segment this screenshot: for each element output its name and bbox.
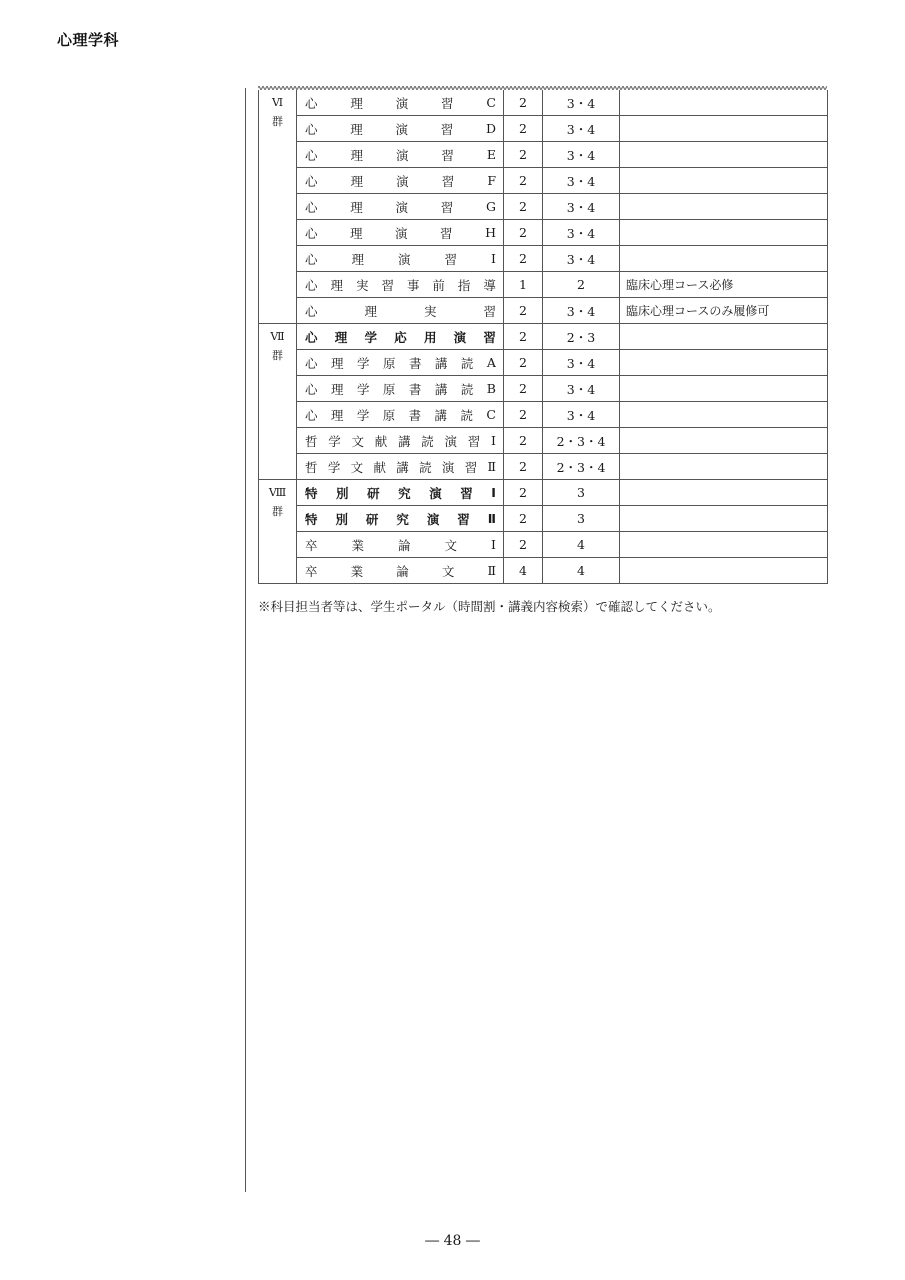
subject-name: 心 理 演 習 I: [297, 246, 504, 272]
note-cell: [620, 194, 828, 220]
year-cell: 3・4: [543, 402, 620, 428]
year-cell: 3・4: [543, 194, 620, 220]
credits-cell: 2: [504, 454, 543, 480]
note-cell: [620, 480, 828, 506]
credits-cell: 2: [504, 532, 543, 558]
subject-name: 心 理 演 習 D: [297, 116, 504, 142]
table-row: [259, 454, 828, 480]
subject-name: 心 理 学 応 用 演 習: [297, 324, 504, 350]
year-cell: 3・4: [543, 142, 620, 168]
year-cell: 3・4: [543, 168, 620, 194]
table-row: [259, 116, 828, 142]
credits-cell: 2: [504, 116, 543, 142]
note-cell: [620, 532, 828, 558]
year-cell: 3・4: [543, 350, 620, 376]
credits-cell: 2: [504, 168, 543, 194]
credits-cell: 2: [504, 90, 543, 116]
credits-cell: 2: [504, 324, 543, 350]
subject-suffix: D: [485, 121, 496, 136]
note-cell: [620, 350, 828, 376]
year-cell: 3・4: [543, 116, 620, 142]
note-cell: [620, 428, 828, 454]
credits-cell: 2: [504, 246, 543, 272]
subject-suffix: B: [486, 381, 496, 396]
note-cell: [620, 558, 828, 584]
group-suffix: 群: [272, 505, 283, 518]
group-label: [259, 480, 297, 584]
table-row: [259, 272, 828, 298]
subject-suffix: Ⅰ: [491, 433, 496, 448]
note-cell: [620, 142, 828, 168]
department-title: 心理学科: [57, 31, 120, 49]
credits-cell: 2: [504, 298, 543, 324]
subject-name: 心 理 学 原 書 講 読 C: [297, 402, 504, 428]
note-cell: [620, 506, 828, 532]
table-row: [259, 402, 828, 428]
year-cell: 4: [543, 532, 620, 558]
table-row: [259, 298, 828, 324]
year-cell: 2: [543, 272, 620, 298]
subject-suffix: H: [485, 225, 496, 240]
note-cell: [620, 402, 828, 428]
subject-suffix: Ⅱ: [487, 459, 496, 474]
subject-suffix: C: [486, 407, 496, 422]
credits-cell: 2: [504, 220, 543, 246]
course-table: [258, 90, 828, 584]
footnote: ※科目担当者等は、学生ポータル（時間割・講義内容検索）で確認してください。: [258, 599, 721, 614]
subject-suffix: Ⅰ: [491, 537, 496, 552]
table-row: [259, 480, 828, 506]
table-row: [259, 246, 828, 272]
note-cell: [620, 168, 828, 194]
credits-cell: 2: [504, 350, 543, 376]
table-row: [259, 350, 828, 376]
year-cell: 3: [543, 506, 620, 532]
group-suffix: 群: [272, 349, 283, 362]
subject-suffix: A: [486, 355, 496, 370]
subject-name: 心 理 演 習 C: [297, 90, 504, 116]
year-cell: 2・3・4: [543, 454, 620, 480]
table-row: [259, 220, 828, 246]
credits-cell: 2: [504, 376, 543, 402]
table-row: [259, 506, 828, 532]
subject-name: 卒 業 論 文 Ⅰ: [297, 532, 504, 558]
credits-cell: 2: [504, 194, 543, 220]
table-row: [259, 90, 828, 116]
table-row: [259, 532, 828, 558]
credits-cell: 2: [504, 506, 543, 532]
table-row: [259, 142, 828, 168]
subject-name: 心 理 学 原 書 講 読 A: [297, 350, 504, 376]
year-cell: 3・4: [543, 90, 620, 116]
credits-cell: 2: [504, 480, 543, 506]
subject-name: 心 理 演 習 G: [297, 194, 504, 220]
group-suffix: 群: [272, 115, 283, 128]
subject-name: 心 理 実 習 事 前 指 導: [297, 272, 504, 298]
subject-name: 心 理 学 原 書 講 読 B: [297, 376, 504, 402]
credits-cell: 2: [504, 142, 543, 168]
year-cell: 3・4: [543, 376, 620, 402]
margin-rule: [245, 88, 246, 1192]
page-number: ― 48 ―: [425, 1233, 480, 1249]
subject-suffix: Ⅱ: [487, 563, 496, 578]
group-numeral: Ⅵ: [271, 96, 284, 109]
table-row: [259, 194, 828, 220]
subject-suffix: C: [486, 95, 496, 110]
year-cell: 4: [543, 558, 620, 584]
note-cell: [620, 90, 828, 116]
year-cell: 2・3: [543, 324, 620, 350]
subject-name: 哲 学 文 献 講 読 演 習 Ⅰ: [297, 428, 504, 454]
subject-name: 卒 業 論 文 Ⅱ: [297, 558, 504, 584]
note-cell: [620, 220, 828, 246]
subject-suffix: Ⅱ: [487, 511, 496, 526]
group-numeral: Ⅶ: [270, 330, 285, 343]
year-cell: 3: [543, 480, 620, 506]
table-row: [259, 428, 828, 454]
subject-suffix: I: [491, 251, 496, 266]
year-cell: 3・4: [543, 220, 620, 246]
year-cell: 2・3・4: [543, 428, 620, 454]
group-label: [259, 324, 297, 480]
subject-name: 特 別 研 究 演 習 Ⅱ: [297, 506, 504, 532]
subject-name: 心 理 演 習 H: [297, 220, 504, 246]
table-row: [259, 324, 828, 350]
note-cell: 臨床心理コースのみ履修可: [620, 298, 828, 324]
subject-suffix: F: [487, 173, 496, 188]
note-cell: [620, 376, 828, 402]
note-cell: [620, 246, 828, 272]
group-label: [259, 90, 297, 324]
subject-name: 心 理 演 習 F: [297, 168, 504, 194]
note-cell: [620, 454, 828, 480]
year-cell: 3・4: [543, 246, 620, 272]
group-numeral: Ⅷ: [268, 486, 287, 499]
table-row: [259, 168, 828, 194]
subject-name: 心 理 実 習: [297, 298, 504, 324]
note-cell: 臨床心理コース必修: [620, 272, 828, 298]
subject-suffix: Ⅰ: [491, 485, 496, 500]
year-cell: 3・4: [543, 298, 620, 324]
subject-name: 哲 学 文 献 講 読 演 習 Ⅱ: [297, 454, 504, 480]
credits-cell: 1: [504, 272, 543, 298]
subject-suffix: G: [486, 199, 496, 214]
credits-cell: 2: [504, 428, 543, 454]
table-row: [259, 558, 828, 584]
subject-suffix: E: [486, 147, 496, 162]
note-cell: [620, 324, 828, 350]
note-cell: [620, 116, 828, 142]
subject-name: 特 別 研 究 演 習 Ⅰ: [297, 480, 504, 506]
credits-cell: 2: [504, 402, 543, 428]
credits-cell: 4: [504, 558, 543, 584]
table-row: [259, 376, 828, 402]
subject-name: 心 理 演 習 E: [297, 142, 504, 168]
